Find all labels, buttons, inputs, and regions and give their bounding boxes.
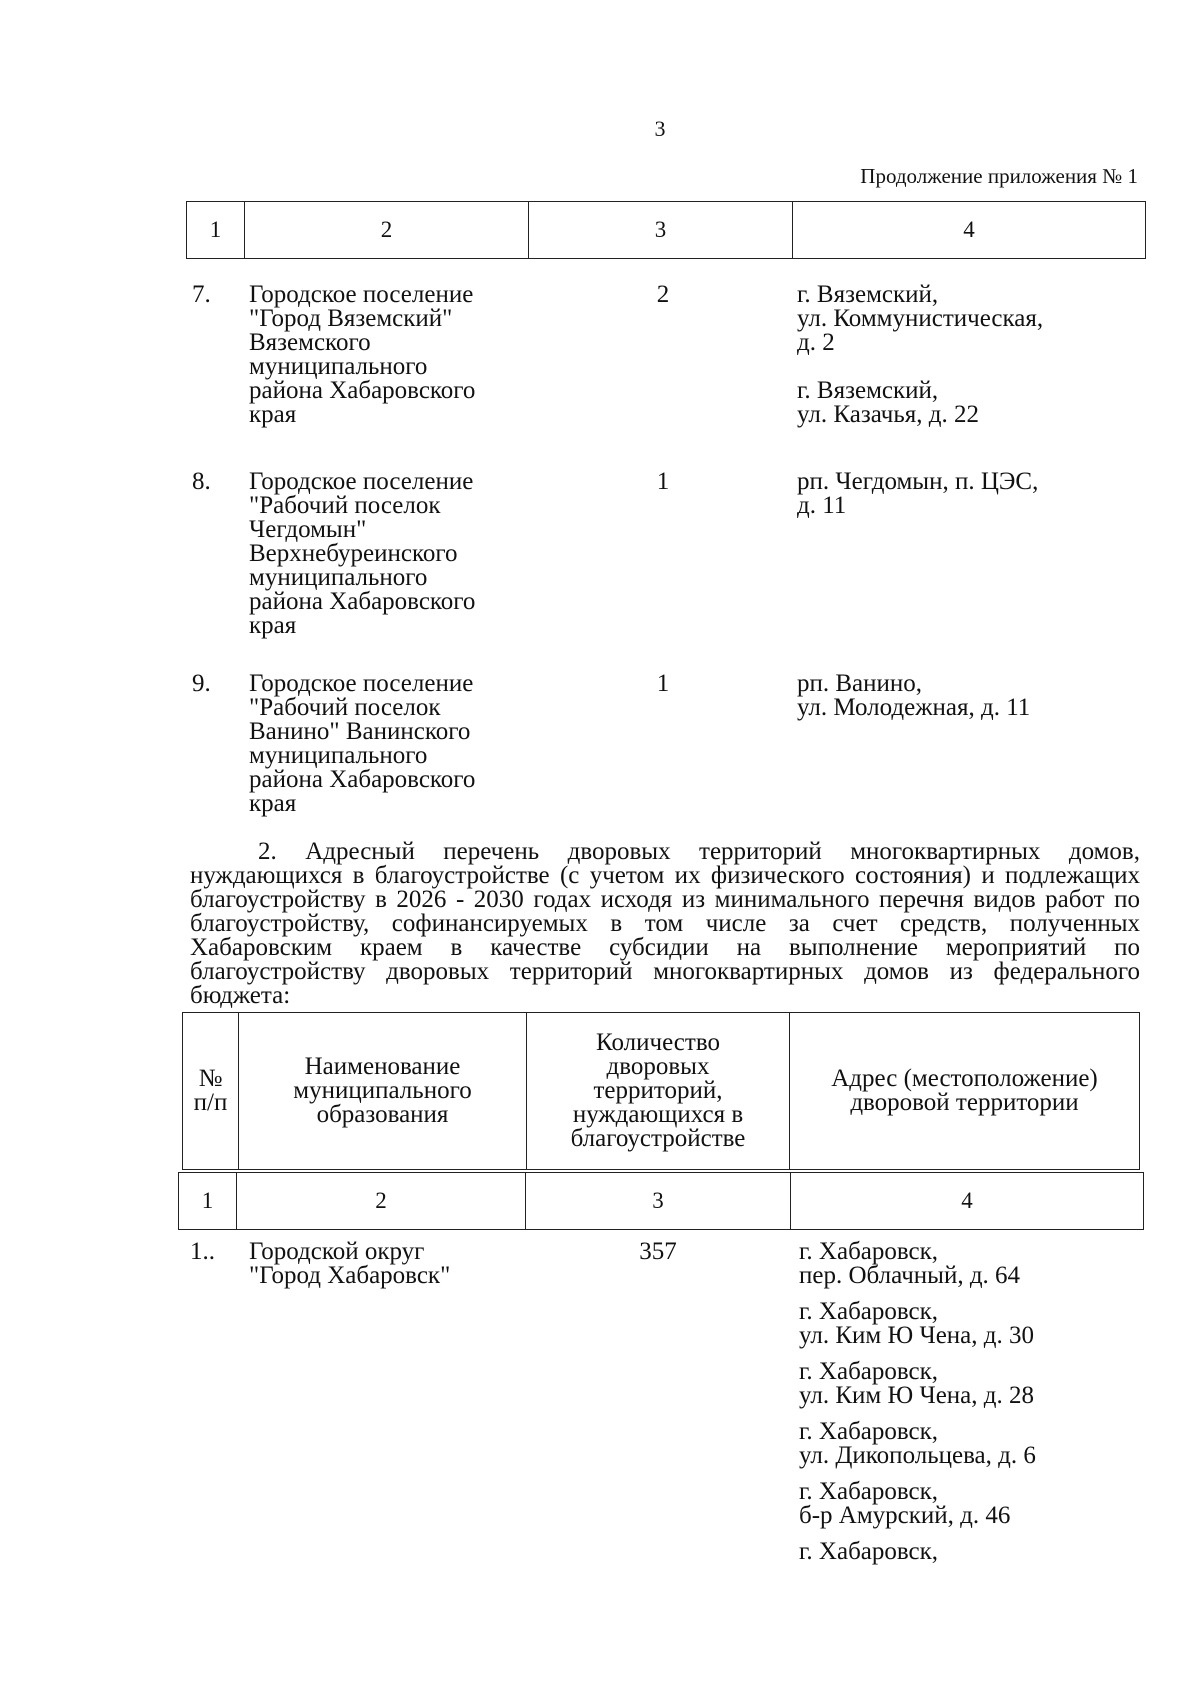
address-item: г. Хабаровск, <box>799 1538 939 1565</box>
address-item: г. Хабаровск, ул. Ким Ю Чена, д. 30 <box>799 1298 1034 1349</box>
table1-header-col1: 1 <box>187 202 245 259</box>
address-item: г. Хабаровск, б-р Амурский, д. 46 <box>799 1478 1011 1529</box>
address-item: г. Вяземский, ул. Коммунистическая, д. 2 <box>797 281 1044 356</box>
row-number: 9. <box>192 670 211 697</box>
territory-count: 1 <box>656 670 670 697</box>
table1-header-col2: 2 <box>245 202 529 259</box>
territory-count: 2 <box>656 281 670 308</box>
municipality-name: Городской округ "Город Хабаровск" <box>249 1238 451 1289</box>
table2-header-col3: Количество дворовых территорий, нуждающихся в благоустройстве <box>527 1013 790 1170</box>
table2-header-col2: Наименование муниципального образования <box>239 1013 527 1170</box>
address-item: г. Хабаровск, ул. Дикопольцева, д. 6 <box>799 1418 1036 1469</box>
municipality-name: Городское поселение "Город Вяземский" Вяземского муниципального района Хабаровского края <box>249 281 476 428</box>
address-item: г. Хабаровск, пер. Облачный, д. 64 <box>799 1238 1021 1289</box>
municipality-name: Городское поселение "Рабочий поселок Чегдомын" Верхнебуреинского муниципального района Хабаровского края <box>249 468 476 639</box>
table2-numbering-col4: 4 <box>791 1173 1144 1230</box>
table2-numbering-col2: 2 <box>237 1173 526 1230</box>
territory-count: 1 <box>656 468 670 495</box>
address-list <box>799 1240 1036 1564</box>
municipality-name: Городское поселение "Рабочий поселок Ванино" Ванинского муниципального района Хабаровского края <box>249 670 476 817</box>
table2-header-col4: Адрес (местоположение) дворовой территории <box>790 1013 1140 1170</box>
address-list <box>797 672 1030 720</box>
address-list <box>797 283 1043 427</box>
table1-header-col3: 3 <box>529 202 793 259</box>
table2-numbering <box>178 1172 1144 1230</box>
address-list <box>797 470 1038 518</box>
continuation-label: Продолжение приложения № 1 <box>860 164 1138 188</box>
table2-numbering-col1: 1 <box>179 1173 237 1230</box>
table2-header <box>182 1012 1140 1170</box>
table1-header-col4: 4 <box>793 202 1146 259</box>
row-number: 8. <box>192 468 211 495</box>
row-number: 7. <box>192 281 211 308</box>
page-number: 3 <box>654 116 666 141</box>
address-item: г. Вяземский, ул. Казачья, д. 22 <box>797 377 979 428</box>
address-item: рп. Чегдомын, п. ЦЭС, д. 11 <box>797 468 1039 519</box>
table2-numbering-col3: 3 <box>526 1173 791 1230</box>
territory-count: 357 <box>639 1238 677 1265</box>
section-paragraph: 2. Адресный перечень дворовых территорий многоквартирных домов, нуждающихся в благоустройстве (с учетом их физического состояния) и подлежащих благоустройству в 2026 - 2030 годах исходя из минимального перечня видов работ по благоустройству, софинансируемых в том числе за счет средств, полученных Хабаровским краем в качестве субсидии на выполнение мероприятий по благоустройству дворовых территорий многоквартирных домов из федерального бюджета: <box>190 838 1140 1009</box>
address-item: г. Хабаровск, ул. Ким Ю Чена, д. 28 <box>799 1358 1034 1409</box>
address-item: рп. Ванино, ул. Молодежная, д. 11 <box>797 670 1031 721</box>
table2-header-col1: № п/п <box>183 1013 239 1170</box>
row-number: 1.. <box>190 1238 215 1265</box>
table1-header <box>186 201 1146 259</box>
